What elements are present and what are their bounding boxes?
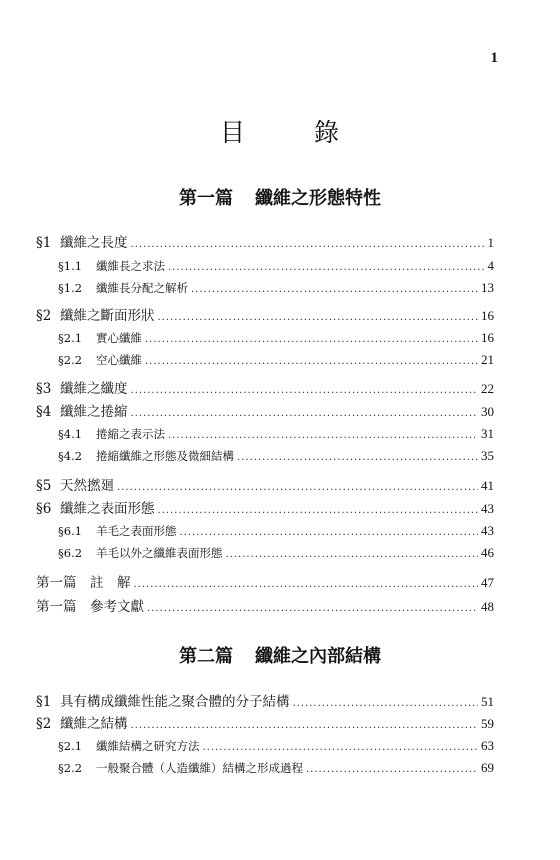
section-number: §6.1 bbox=[58, 524, 83, 538]
toc-entry[interactable] bbox=[0, 377, 560, 397]
part-label: 第一篇 bbox=[179, 188, 233, 209]
page-ref: 30 bbox=[481, 404, 494, 419]
toc-entry[interactable] bbox=[0, 760, 560, 780]
section-title: 空心纖維 bbox=[96, 353, 142, 367]
section-title: 註 解 bbox=[90, 575, 131, 591]
section-number: §5 bbox=[36, 478, 52, 494]
toc-entry[interactable] bbox=[0, 545, 560, 565]
section-title: 一般聚合體（人造纖維）結構之形成過程 bbox=[96, 761, 303, 775]
dot-leader bbox=[131, 408, 479, 419]
page-ref: 41 bbox=[481, 478, 494, 493]
section-number: §2.1 bbox=[58, 739, 83, 753]
section-number: 第一篇 bbox=[36, 599, 77, 615]
dot-leader bbox=[306, 764, 478, 775]
toc-entry[interactable] bbox=[0, 448, 560, 468]
section-title: 纖維之長度 bbox=[60, 235, 128, 251]
section-title: 纖維之表面形態 bbox=[60, 501, 155, 517]
part-heading-1 bbox=[0, 184, 560, 210]
page-ref: 43 bbox=[481, 501, 494, 516]
toc-entry[interactable] bbox=[0, 400, 560, 420]
section-number: §4.1 bbox=[58, 427, 83, 441]
toc-entry[interactable] bbox=[0, 426, 560, 446]
toc-entry[interactable] bbox=[0, 258, 560, 278]
toc-entry[interactable] bbox=[0, 712, 560, 732]
section-number: §2.2 bbox=[58, 761, 83, 775]
section-number: §1 bbox=[36, 235, 52, 251]
toc-entry[interactable] bbox=[0, 280, 560, 300]
section-title: 實心纖維 bbox=[96, 331, 142, 345]
dot-leader bbox=[131, 239, 485, 250]
dot-leader bbox=[147, 603, 478, 614]
section-title: 捲縮之表示法 bbox=[96, 427, 165, 441]
section-number: §2 bbox=[36, 716, 52, 732]
section-title: 參考文獻 bbox=[90, 599, 144, 615]
section-number: §4 bbox=[36, 404, 52, 420]
toc-entry[interactable] bbox=[0, 231, 560, 251]
part-label: 第二篇 bbox=[179, 646, 233, 667]
section-title: 纖維之結構 bbox=[60, 716, 128, 732]
page-ref: 21 bbox=[481, 352, 494, 367]
page-ref: 13 bbox=[481, 280, 494, 295]
section-number: §2.1 bbox=[58, 331, 83, 345]
page-ref: 59 bbox=[481, 716, 494, 731]
section-number: §3 bbox=[36, 381, 52, 397]
section-title: 纖維之纖度 bbox=[60, 381, 128, 397]
title-char-2: 錄 bbox=[314, 118, 341, 147]
page-ref: 47 bbox=[481, 575, 494, 590]
toc-entry[interactable] bbox=[0, 497, 560, 517]
page-ref: 46 bbox=[481, 545, 494, 560]
page-ref: 48 bbox=[481, 599, 494, 614]
section-number: §1 bbox=[36, 694, 52, 710]
page-ref: 69 bbox=[481, 760, 494, 775]
dot-leader bbox=[145, 356, 478, 367]
dot-leader bbox=[168, 430, 478, 441]
toc-entry[interactable] bbox=[0, 738, 560, 758]
dot-leader bbox=[168, 262, 485, 273]
toc-entry[interactable] bbox=[0, 523, 560, 543]
page-title bbox=[0, 113, 560, 149]
section-number: §6 bbox=[36, 501, 52, 517]
section-title: 天然撚廻 bbox=[60, 478, 114, 494]
dot-leader bbox=[145, 334, 478, 345]
part-name: 纖維之內部結構 bbox=[255, 646, 381, 667]
dot-leader bbox=[131, 720, 479, 731]
section-title: 具有構成纖維性能之聚合體的分子結構 bbox=[60, 694, 290, 710]
page-ref: 31 bbox=[481, 426, 494, 441]
page-ref: 16 bbox=[481, 308, 494, 323]
toc-entry[interactable] bbox=[0, 330, 560, 350]
section-title: 捲縮纖維之形態及微細結構 bbox=[96, 449, 234, 463]
toc-entry[interactable] bbox=[0, 595, 560, 615]
page-ref: 16 bbox=[481, 330, 494, 345]
dot-leader bbox=[237, 452, 478, 463]
part-name: 纖維之形態特性 bbox=[255, 188, 381, 209]
title-char-1: 目 bbox=[219, 118, 246, 147]
dot-leader bbox=[131, 385, 479, 396]
dot-leader bbox=[293, 698, 479, 709]
toc-entry[interactable] bbox=[0, 571, 560, 591]
section-title: 纖維之捲縮 bbox=[60, 404, 128, 420]
page-ref: 51 bbox=[481, 694, 494, 709]
toc-entry[interactable] bbox=[0, 690, 560, 710]
section-number: §1.1 bbox=[58, 259, 83, 273]
page-ref: 1 bbox=[487, 235, 494, 250]
dot-leader bbox=[203, 742, 479, 753]
section-title: 羊毛以外之纖維表面形態 bbox=[96, 546, 223, 560]
page-ref: 43 bbox=[481, 523, 494, 538]
section-title: 纖維長分配之解析 bbox=[96, 281, 188, 295]
section-title: 纖維結構之研究方法 bbox=[96, 739, 200, 753]
section-number: §6.2 bbox=[58, 546, 83, 560]
dot-leader bbox=[191, 284, 478, 295]
dot-leader bbox=[158, 505, 479, 516]
page-number: 1 bbox=[490, 50, 498, 66]
page-ref: 35 bbox=[481, 448, 494, 463]
section-title: 纖維長之求法 bbox=[96, 259, 165, 273]
page-ref: 22 bbox=[481, 381, 494, 396]
section-number: §4.2 bbox=[58, 449, 83, 463]
dot-leader bbox=[117, 482, 478, 493]
dot-leader bbox=[134, 579, 479, 590]
section-number: §2.2 bbox=[58, 353, 83, 367]
dot-leader bbox=[226, 549, 479, 560]
section-number: 第一篇 bbox=[36, 575, 77, 591]
page-ref: 4 bbox=[487, 258, 494, 273]
toc-entry[interactable] bbox=[0, 352, 560, 372]
part-heading-2 bbox=[0, 642, 560, 668]
dot-leader bbox=[180, 527, 479, 538]
page-ref: 63 bbox=[481, 738, 494, 753]
section-number: §2 bbox=[36, 308, 52, 324]
toc-entry[interactable] bbox=[0, 474, 560, 494]
dot-leader bbox=[158, 312, 479, 323]
section-number: §1.2 bbox=[58, 281, 83, 295]
toc-entry[interactable] bbox=[0, 304, 560, 324]
section-title: 羊毛之表面形態 bbox=[96, 524, 177, 538]
section-title: 纖維之斷面形狀 bbox=[60, 308, 155, 324]
